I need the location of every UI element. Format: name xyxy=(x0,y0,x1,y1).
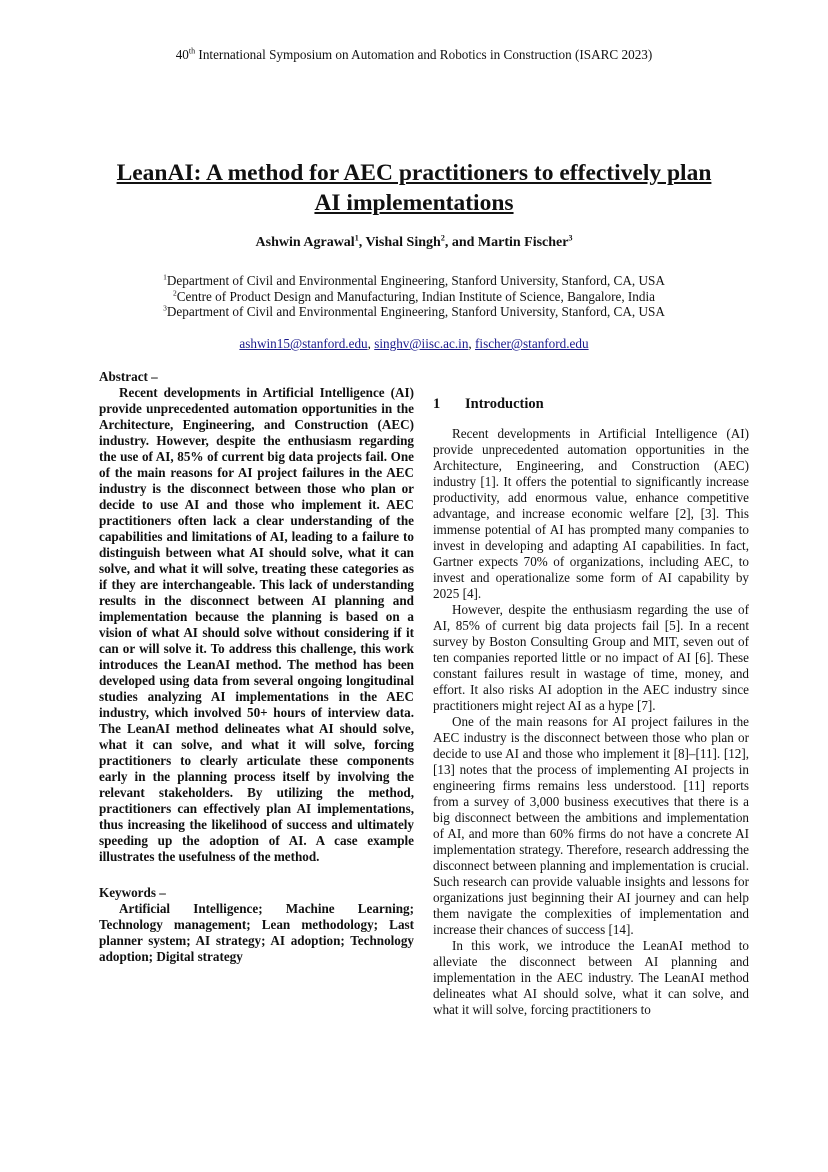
section-heading xyxy=(433,395,749,413)
affiliation-list xyxy=(0,273,828,320)
author-separator: , xyxy=(358,235,366,250)
keywords-text: Artificial Intelligence; Machine Learning; Technology management; Lean methodology; Last planner system; AI strategy; AI adoption; Technology adoption; Digital strategy xyxy=(99,901,414,964)
body-column xyxy=(433,395,749,1018)
conference-name: International Symposium on Automation and Robotics in Construction (ISARC 2023) xyxy=(195,47,653,62)
email-link[interactable]: fischer@stanford.edu xyxy=(475,336,589,351)
author-affiliation-mark: 3 xyxy=(568,233,573,243)
section-title: Introduction xyxy=(465,396,544,412)
abstract-heading: Abstract – xyxy=(99,369,158,384)
affiliation-line xyxy=(0,273,828,289)
author-list xyxy=(0,235,828,251)
section-number: 1 xyxy=(433,396,441,412)
author-name: Martin Fischer xyxy=(477,235,569,250)
affiliation-text: Centre of Product Design and Manufacturing, Indian Institute of Science, Bangalore, India xyxy=(176,288,656,304)
body-paragraph: One of the main reasons for AI project failures in the AEC industry is the disconnect between those who plan or decide to use AI and those who implement it [8]–[11]. [12], [13] notes that the process of implementing AI projects in engineering firms remains less understood. [11] reports from a survey of 3,000 business executives that there is a big disconnect between the ambitions and implementation of AI, and more than 60% firms do not have a concrete AI implementation strategy. Therefore, research addressing the disconnect between planning and implementation is crucial. Such research can provide valuable insights and lessons for organizations just beginning their AI journey and can help them navigate the complexities of implementation and increase their chances of success [14]. xyxy=(433,714,749,937)
email-separator: , xyxy=(468,336,476,351)
affiliation-mark: 1 xyxy=(163,272,167,282)
paper-title xyxy=(60,158,768,218)
email-link[interactable]: singhv@iisc.ac.in xyxy=(374,336,469,351)
abstract-text: Recent developments in Artificial Intelligence (AI) provide unprecedented automation opportunities in the Architecture, Engineering, and Construction (AEC) industry. However, despite the enthusiasm regarding the use of AI, 85% of current big data projects fail. One of the main reasons for AI project failures in the AEC industry is the disconnect between those who plan or decide to use AI and those who implement it. AEC practitioners often lack a clear understanding of the capabilities and limitations of AI, leading to a failure to distinguish between what AI should solve, what it can solve, and what it will solve, treating these categories as if they are interchangeable. This lack of understanding results in the disconnect between AI planning and implementation because the planning is based on a vision of what AI should solve without considering if it can or will solve it. To address this challenge, this work introduces the LeanAI method. The method has been developed using data from several ongoing longitudinal studies analyzing AI implementations in the AEC industry, which involved 50+ hours of interview data. The LeanAI method delineates what AI should solve, what it can solve, and what it will solve, forcing practitioners to clearly articulate these components early in the planning process itself by involving the relevant stakeholders. By utilizing the method, practitioners can effectively plan AI implementations, thus increasing the likelihood of success and ultimately speeding up the adoption of AI. A case example illustrates the usefulness of the method. xyxy=(99,385,414,864)
affiliation-text: Department of Civil and Environmental Engineering, Stanford University, Stanford, CA, USA xyxy=(166,273,665,288)
author-name: Vishal Singh xyxy=(365,235,441,250)
email-link[interactable]: ashwin15@stanford.edu xyxy=(239,336,368,351)
email-list xyxy=(0,336,828,352)
keywords-heading: Keywords – xyxy=(99,885,166,900)
paper-title-line-1: LeanAI: A method for AEC practitioners to effectively plan xyxy=(116,160,712,186)
author-affiliation-mark: 2 xyxy=(440,233,445,243)
email-separator: , xyxy=(367,336,375,351)
abstract-column xyxy=(99,369,414,965)
author-affiliation-mark: 1 xyxy=(354,233,359,243)
conference-ordinal: 40 xyxy=(175,47,189,62)
body-paragraph: In this work, we introduce the LeanAI method to alleviate the disconnect between AI planning and implementation in the AEC industry. The LeanAI method delineates what AI should solve, what it can solve, and what it will solve, forcing practitioners to xyxy=(433,938,749,1017)
affiliation-mark: 3 xyxy=(163,304,167,314)
author-name: Ashwin Agrawal xyxy=(255,235,355,250)
body-paragraph: Recent developments in Artificial Intelligence (AI) provide unprecedented automation opportunities in the Architecture, Engineering, and Construction (AEC) industry [1]. It offers the potential to significantly increase productivity, add enormous value, enhance competitive advantage, and increase economic welfare [2], [3]. This immense potential of AI has prompted many companies to invest in developing and adapting AI capabilities. In fact, Gartner expects 70% of organizations, including AEC, to invest and operationalize some form of AI capability by 2025 [4]. xyxy=(433,426,749,601)
affiliation-line xyxy=(0,304,828,320)
conference-ordinal-suffix: th xyxy=(188,46,196,56)
paper-title-line-2: AI implementations xyxy=(314,190,514,216)
affiliation-mark: 2 xyxy=(172,288,177,298)
affiliation-line xyxy=(0,289,828,305)
affiliation-text: Department of Civil and Environmental Engineering, Stanford University, Stanford, CA, USA xyxy=(166,304,665,320)
body-paragraph: However, despite the enthusiasm regarding the use of AI, 85% of current big data projects fail [5]. In a recent survey by Boston Consulting Group and MIT, seven out of ten companies reported little or no impact of AI [6]. These constant failures result in wastage of time, money, and effort. It also risks AI adoption in the AEC industry since practitioners might reject AI as a hype [7]. xyxy=(433,602,749,713)
conference-header xyxy=(0,47,828,63)
author-separator: , and xyxy=(444,235,478,250)
